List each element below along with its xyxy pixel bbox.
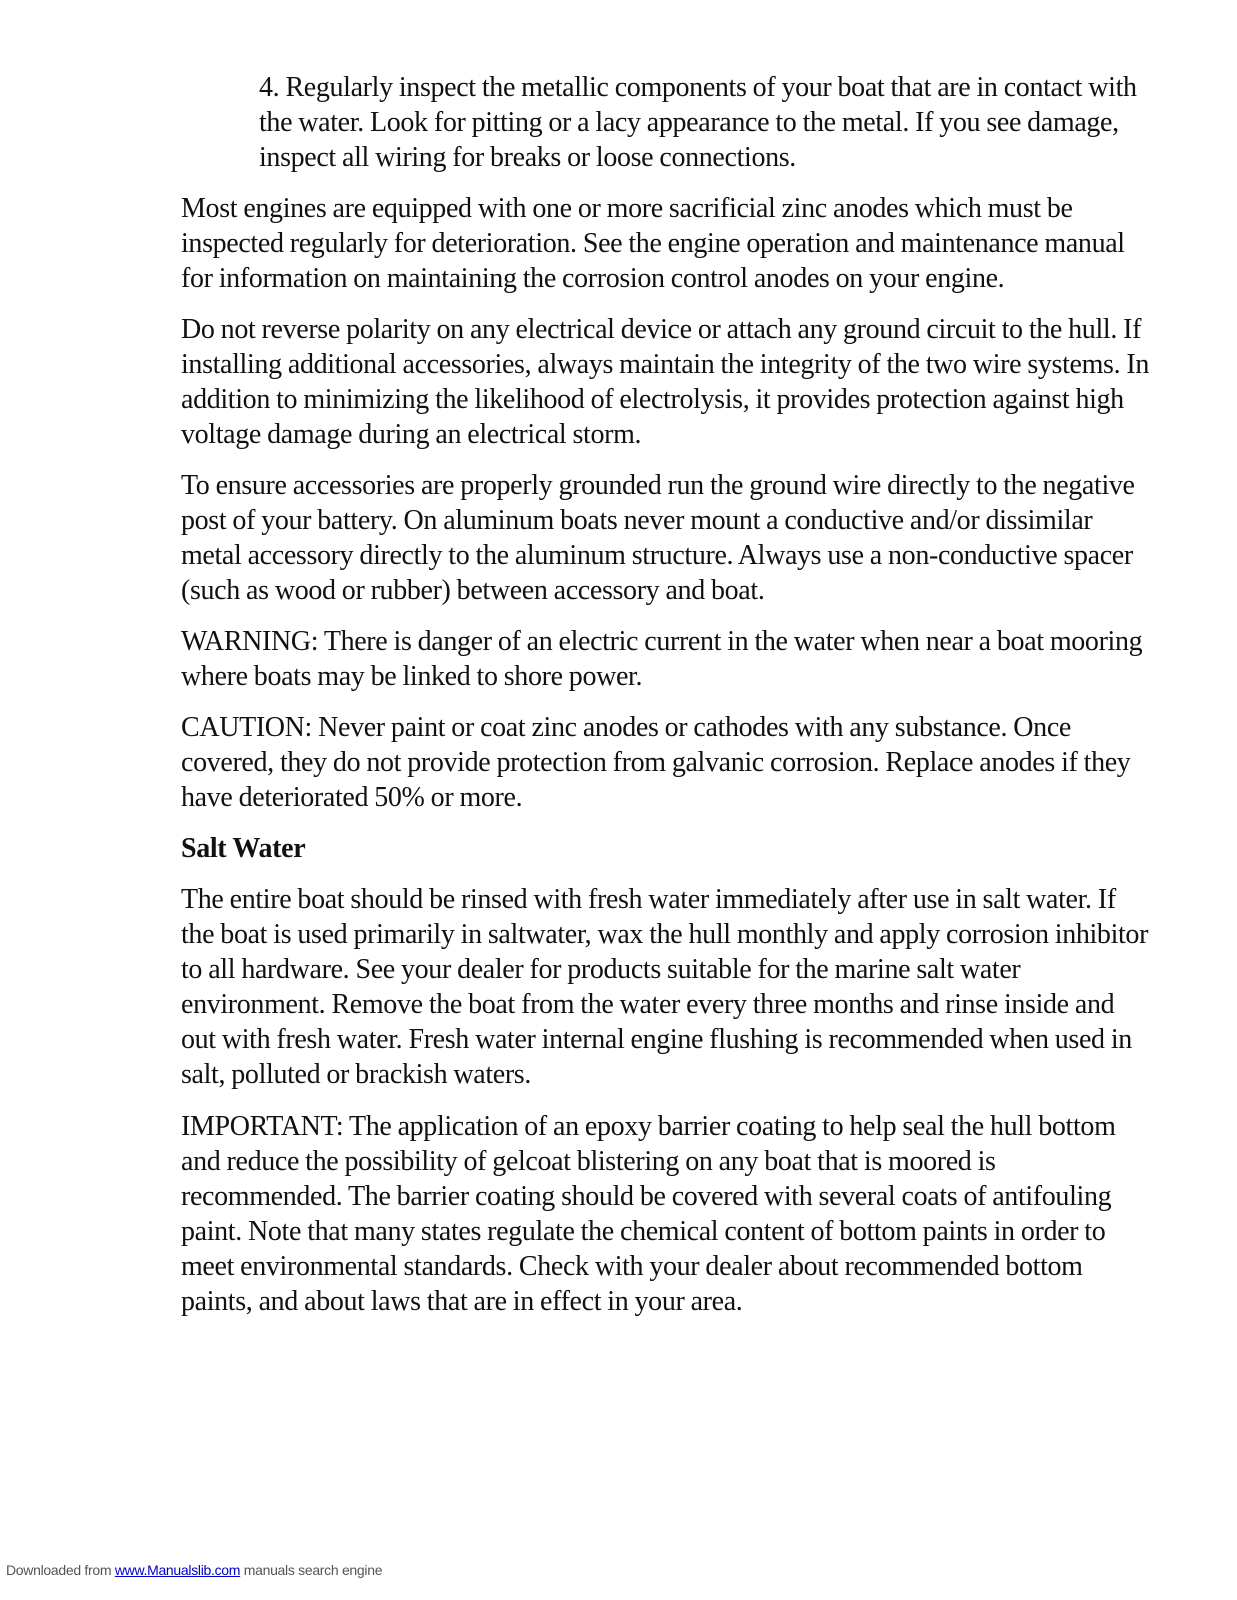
text-line: addition to minimizing the likelihood of electrolysis, it provides protection against high: [181, 384, 1124, 415]
text-line: Do not reverse polarity on any electrical device or attach any ground circuit to the hull. If: [181, 314, 1142, 345]
text-line: (such as wood or rubber) between accessory and boat.: [181, 575, 765, 606]
text-line: inspect all wiring for breaks or loose connections.: [259, 142, 796, 173]
paragraph-important: [181, 1109, 1116, 1319]
text-line: and reduce the possibility of gelcoat blistering on any boat that is moored is: [181, 1146, 996, 1177]
section-heading-salt-water: Salt Water: [181, 833, 306, 864]
text-line: CAUTION: Never paint or coat zinc anodes or cathodes with any substance. Once: [181, 712, 1071, 743]
text-line: out with fresh water. Fresh water internal engine flushing is recommended when used in: [181, 1024, 1132, 1055]
paragraph-salt-water: [181, 882, 1149, 1092]
text-line: where boats may be linked to shore power.: [181, 661, 643, 692]
footer-suffix: manuals search engine: [240, 1562, 383, 1578]
text-line: To ensure accessories are properly grounded run the ground wire directly to the negative: [181, 470, 1135, 501]
paragraph-caution: [181, 710, 1131, 815]
text-line: the boat is used primarily in saltwater, wax the hull monthly and apply corrosion inhibitor: [181, 919, 1149, 950]
text-line: paint. Note that many states regulate the chemical content of bottom paints in order to: [181, 1216, 1106, 1247]
paragraph-polarity: [181, 312, 1150, 452]
text-line: WARNING: There is danger of an electric current in the water when near a boat mooring: [181, 626, 1143, 657]
text-line: paints, and about laws that are in effect in your area.: [181, 1286, 743, 1317]
text-line: voltage damage during an electrical storm.: [181, 419, 642, 450]
paragraph-anodes: [181, 191, 1125, 296]
text-line: metal accessory directly to the aluminum structure. Always use a non-conductive spacer: [181, 540, 1133, 571]
text-line: environment. Remove the boat from the water every three months and rinse inside and: [181, 989, 1115, 1020]
text-line: have deteriorated 50% or more.: [181, 782, 523, 813]
text-line: 4. Regularly inspect the metallic components of your boat that are in contact with: [259, 72, 1137, 103]
text-line: meet environmental standards. Check with your dealer about recommended bottom: [181, 1251, 1083, 1282]
manualslib-link[interactable]: www.Manualslib.com: [114, 1562, 241, 1578]
text-line: The entire boat should be rinsed with fresh water immediately after use in salt water. If: [181, 884, 1116, 915]
text-line: post of your battery. On aluminum boats never mount a conductive and/or dissimilar: [181, 505, 1093, 536]
text-line: recommended. The barrier coating should be covered with several coats of antifouling: [181, 1181, 1112, 1212]
footer-prefix: Downloaded from: [6, 1562, 115, 1578]
text-line: IMPORTANT: The application of an epoxy barrier coating to help seal the hull bottom: [181, 1111, 1116, 1142]
list-item-4: [259, 70, 1137, 175]
paragraph-warning: [181, 624, 1143, 694]
text-line: installing additional accessories, always maintain the integrity of the two wire systems. In: [181, 349, 1150, 380]
text-line: the water. Look for pitting or a lacy appearance to the metal. If you see damage,: [259, 107, 1119, 138]
text-line: to all hardware. See your dealer for products suitable for the marine salt water: [181, 954, 1021, 985]
download-footer: [6, 1562, 382, 1578]
text-line: salt, polluted or brackish waters.: [181, 1059, 532, 1090]
text-line: covered, they do not provide protection from galvanic corrosion. Replace anodes if they: [181, 747, 1131, 778]
paragraph-grounding: [181, 468, 1135, 608]
text-line: inspected regularly for deterioration. See the engine operation and maintenance manual: [181, 228, 1125, 259]
text-line: Most engines are equipped with one or more sacrificial zinc anodes which must be: [181, 193, 1073, 224]
text-line: for information on maintaining the corrosion control anodes on your engine.: [181, 263, 1005, 294]
